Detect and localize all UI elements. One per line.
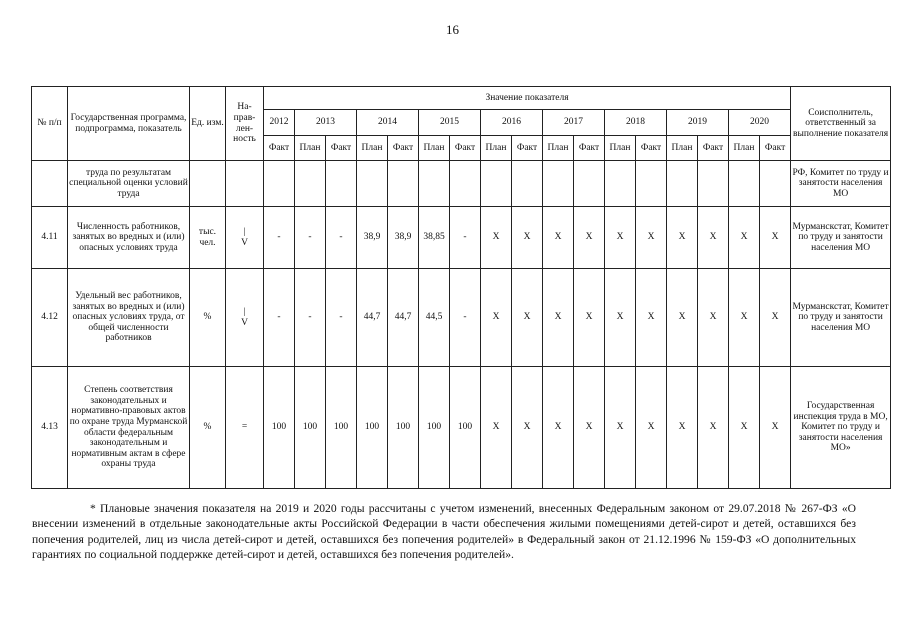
value-cell: X bbox=[760, 269, 791, 367]
value-cell: - bbox=[264, 269, 295, 367]
value-cell bbox=[760, 161, 791, 207]
value-cell bbox=[481, 161, 512, 207]
value-cell bbox=[512, 161, 543, 207]
value-cell: X bbox=[512, 269, 543, 367]
value-cell bbox=[419, 161, 450, 207]
value-cell: 38,9 bbox=[357, 207, 388, 269]
table-row bbox=[32, 161, 891, 207]
value-cell: 100 bbox=[326, 367, 357, 489]
footnote: * Плановые значения показателя на 2019 и 2020 годы рассчитаны с учетом изменений, внесенных Федеральным законом от 29.07.2018 № 267-ФЗ «О внесении изменений в отдельные законодательные акты Российской Федерации в части обеспечения жилыми помещениями детей-сирот и детей, оставшихся без попечения родителей, лиц из числа детей-сирот и детей, оставшихся без попечения родителей» в Федеральный закон от 21.12.1996 № 159-ФЗ «О дополнительных гарантиях по социальной поддержке детей-сирот и детей, оставшихся без попечения родителей». bbox=[32, 502, 856, 562]
table-row bbox=[32, 269, 891, 367]
value-cell: X bbox=[481, 207, 512, 269]
value-cell bbox=[357, 161, 388, 207]
value-cell: X bbox=[574, 207, 605, 269]
value-cell: X bbox=[512, 207, 543, 269]
header-direction: На- прав- лен- ность bbox=[226, 87, 264, 161]
sub-header: Факт bbox=[636, 136, 667, 161]
value-cell: X bbox=[543, 207, 574, 269]
value-cell: 38,9 bbox=[388, 207, 419, 269]
sub-header: План bbox=[729, 136, 760, 161]
sub-header: Факт bbox=[388, 136, 419, 161]
sub-header: План bbox=[543, 136, 574, 161]
direction-cell bbox=[226, 161, 264, 207]
sub-header: Факт bbox=[326, 136, 357, 161]
sub-header: План bbox=[357, 136, 388, 161]
executor-cell: Мурманскстат, Комитет по труду и занятости населения МО bbox=[791, 207, 891, 269]
value-cell: X bbox=[636, 367, 667, 489]
executor-cell: РФ, Комитет по труду и занятости населения МО bbox=[791, 161, 891, 207]
value-cell bbox=[698, 161, 729, 207]
sub-header: План bbox=[481, 136, 512, 161]
sub-header: Факт bbox=[450, 136, 481, 161]
value-cell: - bbox=[326, 269, 357, 367]
value-cell: - bbox=[295, 207, 326, 269]
sub-header: План bbox=[419, 136, 450, 161]
sub-header: Факт bbox=[512, 136, 543, 161]
value-cell: X bbox=[667, 367, 698, 489]
value-cell: 100 bbox=[295, 367, 326, 489]
indicator-name: Удельный вес работников, занятых во вредных и (или) опасных условиях труда, от общей численности работников bbox=[68, 269, 190, 367]
unit-cell: тыс. чел. bbox=[190, 207, 226, 269]
value-cell: - bbox=[264, 207, 295, 269]
header-num: № п/п bbox=[32, 87, 68, 161]
sub-header: Факт bbox=[698, 136, 729, 161]
table-row bbox=[32, 207, 891, 269]
year-2016: 2016 bbox=[481, 110, 543, 136]
value-cell: X bbox=[605, 207, 636, 269]
value-cell: X bbox=[698, 367, 729, 489]
indicator-table bbox=[31, 86, 891, 489]
value-cell: 44,7 bbox=[357, 269, 388, 367]
value-cell: X bbox=[512, 367, 543, 489]
executor-cell: Государственная инспекция труда в МО, Комитет по труду и занятости населения МО» bbox=[791, 367, 891, 489]
row-number bbox=[32, 161, 68, 207]
value-cell: 100 bbox=[388, 367, 419, 489]
value-cell: 100 bbox=[357, 367, 388, 489]
sub-header: Факт bbox=[760, 136, 791, 161]
value-cell: X bbox=[760, 207, 791, 269]
table-body bbox=[32, 161, 891, 489]
value-cell bbox=[295, 161, 326, 207]
value-cell: - bbox=[450, 207, 481, 269]
value-cell: 38,85 bbox=[419, 207, 450, 269]
sub-header: План bbox=[667, 136, 698, 161]
value-cell: X bbox=[543, 367, 574, 489]
header-value-group: Значение показателя bbox=[264, 87, 791, 110]
row-number: 4.12 bbox=[32, 269, 68, 367]
value-cell bbox=[388, 161, 419, 207]
value-cell: X bbox=[729, 367, 760, 489]
value-cell: X bbox=[729, 207, 760, 269]
row-number: 4.13 bbox=[32, 367, 68, 489]
value-cell bbox=[450, 161, 481, 207]
unit-cell: % bbox=[190, 367, 226, 489]
indicator-name: Численность работников, занятых во вредных и (или) опасных условиях труда bbox=[68, 207, 190, 269]
sub-header: Факт bbox=[264, 136, 295, 161]
value-cell bbox=[667, 161, 698, 207]
value-cell: X bbox=[636, 207, 667, 269]
value-cell: X bbox=[729, 269, 760, 367]
year-2014: 2014 bbox=[357, 110, 419, 136]
header-program: Государственная программа, подпрограмма, показатель bbox=[68, 87, 190, 161]
value-cell bbox=[636, 161, 667, 207]
value-cell: X bbox=[698, 269, 729, 367]
sub-header: План bbox=[295, 136, 326, 161]
value-cell: X bbox=[698, 207, 729, 269]
executor-cell: Мурманскстат, Комитет по труду и занятости населения МО bbox=[791, 269, 891, 367]
year-2013: 2013 bbox=[295, 110, 357, 136]
value-cell: - bbox=[326, 207, 357, 269]
header-unit: Ед. изм. bbox=[190, 87, 226, 161]
value-cell bbox=[326, 161, 357, 207]
header-executor: Соисполнитель, ответственный за выполнение показателя bbox=[791, 87, 891, 161]
sub-header: План bbox=[605, 136, 636, 161]
year-2020: 2020 bbox=[729, 110, 791, 136]
value-cell: - bbox=[450, 269, 481, 367]
value-cell: X bbox=[574, 367, 605, 489]
table-header bbox=[32, 87, 891, 161]
row-number: 4.11 bbox=[32, 207, 68, 269]
table-row bbox=[32, 367, 891, 489]
value-cell bbox=[264, 161, 295, 207]
sub-header: Факт bbox=[574, 136, 605, 161]
value-cell: 100 bbox=[450, 367, 481, 489]
year-2012: 2012 bbox=[264, 110, 295, 136]
page-number: 16 bbox=[446, 22, 459, 37]
year-2017: 2017 bbox=[543, 110, 605, 136]
value-cell bbox=[605, 161, 636, 207]
indicator-name: Степень соответствия законодательных и нормативно-правовых актов по охране труда Мурманской области федеральным законодательным и нормативным актам в сфере охраны труда bbox=[68, 367, 190, 489]
value-cell bbox=[543, 161, 574, 207]
value-cell: 100 bbox=[264, 367, 295, 489]
direction-cell: | V bbox=[226, 269, 264, 367]
direction-cell: = bbox=[226, 367, 264, 489]
value-cell: X bbox=[667, 269, 698, 367]
value-cell bbox=[729, 161, 760, 207]
value-cell: 44,7 bbox=[388, 269, 419, 367]
year-2015: 2015 bbox=[419, 110, 481, 136]
value-cell: X bbox=[481, 269, 512, 367]
unit-cell: % bbox=[190, 269, 226, 367]
value-cell: X bbox=[760, 367, 791, 489]
value-cell: X bbox=[636, 269, 667, 367]
value-cell: 44,5 bbox=[419, 269, 450, 367]
value-cell: X bbox=[605, 367, 636, 489]
value-cell bbox=[574, 161, 605, 207]
year-2018: 2018 bbox=[605, 110, 667, 136]
direction-cell: | V bbox=[226, 207, 264, 269]
value-cell: X bbox=[667, 207, 698, 269]
value-cell: X bbox=[543, 269, 574, 367]
value-cell: X bbox=[605, 269, 636, 367]
indicator-name: труда по результатам специальной оценки условий труда bbox=[68, 161, 190, 207]
value-cell: 100 bbox=[419, 367, 450, 489]
value-cell: X bbox=[481, 367, 512, 489]
unit-cell bbox=[190, 161, 226, 207]
value-cell: X bbox=[574, 269, 605, 367]
year-2019: 2019 bbox=[667, 110, 729, 136]
value-cell: - bbox=[295, 269, 326, 367]
